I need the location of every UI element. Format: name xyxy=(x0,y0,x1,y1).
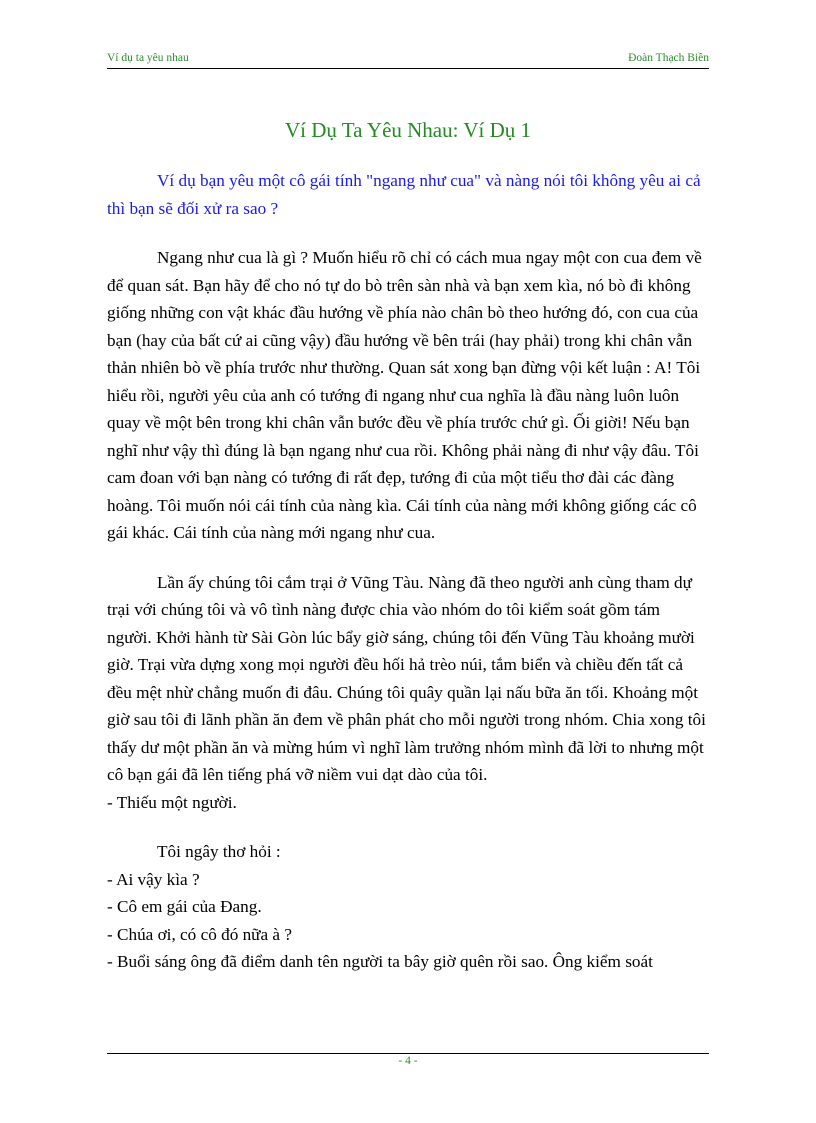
page-number: - 4 - xyxy=(398,1055,418,1067)
chapter-title: Ví Dụ Ta Yêu Nhau: Ví Dụ 1 xyxy=(284,118,532,142)
page-body xyxy=(107,167,707,976)
header-author: Đoàn Thạch Biền xyxy=(628,52,709,64)
page-header xyxy=(107,50,709,69)
header-book-title: Ví dụ ta yêu nhau xyxy=(107,52,189,64)
dialogue-line-missing: - Thiếu một người. xyxy=(107,792,237,812)
dialogue-line: - Cô em gái của Đang. xyxy=(107,897,262,916)
dialogue-line: - Chúa ơi, có cô đó nữa à ? xyxy=(107,924,292,944)
dialogue-intro: Tôi ngây thơ hỏi : xyxy=(157,842,281,861)
dialogue-line: - Ai vậy kìa ? xyxy=(107,869,200,889)
question-paragraph: Ví dụ bạn yêu một cô gái tính "ngang như cua" và nàng nói tôi không yêu ai cả thì bạn sẽ đối xử ra sao ? xyxy=(107,171,701,218)
footer-divider xyxy=(107,1053,709,1054)
body-paragraph-1: Ngang như cua là gì ? Muốn hiểu rõ chỉ có cách mua ngay một con cua đem về để quan sát. Bạn hãy để cho nó tự do bò trên sàn nhà và bạn xem kìa, nó bò đi không giống những con vật khác đầu hướng về phía nào chân bò theo hướng đó, con cua của bạn (hay của bất cứ ai cũng vậy) đầu hướng về bên trái (hay phải) trong khi chân vẫn thản nhiên bò về phía trước như thường. Quan sát xong bạn đừng vội kết luận : A! Tôi hiểu rồi, người yêu của anh có tướng đi ngang như cua nghĩa là đầu nàng luôn luôn quay về một bên trong khi chân vẫn bước đều về phía trước chứ gì. Ối giời! Nếu bạn nghĩ như vậy thì đúng là bạn ngang như cua rồi. Không phải nàng đi như vậy đâu. Tôi cam đoan với bạn nàng có tướng đi rất đẹp, tướng đi của một tiểu thơ đài các đàng hoàng. Tôi muốn nói cái tính của nàng kìa. Cái tính của nàng mới không giống các cô gái khác. Cái tính của nàng mới ngang như cua. xyxy=(107,248,702,542)
body-paragraph-2: Lần ấy chúng tôi cắm trại ở Vũng Tàu. Nàng đã theo người anh cùng tham dự trại với chúng tôi và vô tình nàng được chia vào nhóm do tôi kiểm soát gồm tám người. Khởi hành từ Sài Gòn lúc bẩy giờ sáng, chúng tôi đến Vũng Tàu khoảng mười giờ. Trại vừa dựng xong mọi người đều hối hả trèo núi, tắm biển và chiều đến tất cả đều mệt nhừ chẳng muốn đi đâu. Chúng tôi quây quần lại nấu bữa ăn tối. Khoảng một giờ sau tôi đi lãnh phần ăn đem về phân phát cho mỗi người trong nhóm. Chia xong tôi thấy dư một phần ăn và mừng húm vì nghĩ làm trưởng nhóm mình đã lời to nhưng một cô bạn gái đã lên tiếng phá vỡ niềm vui dạt dào của tôi. xyxy=(107,572,706,784)
dialogue-line: - Buổi sáng ông đã điểm danh tên người ta bây giờ quên rồi sao. Ông kiểm soát xyxy=(107,952,653,971)
